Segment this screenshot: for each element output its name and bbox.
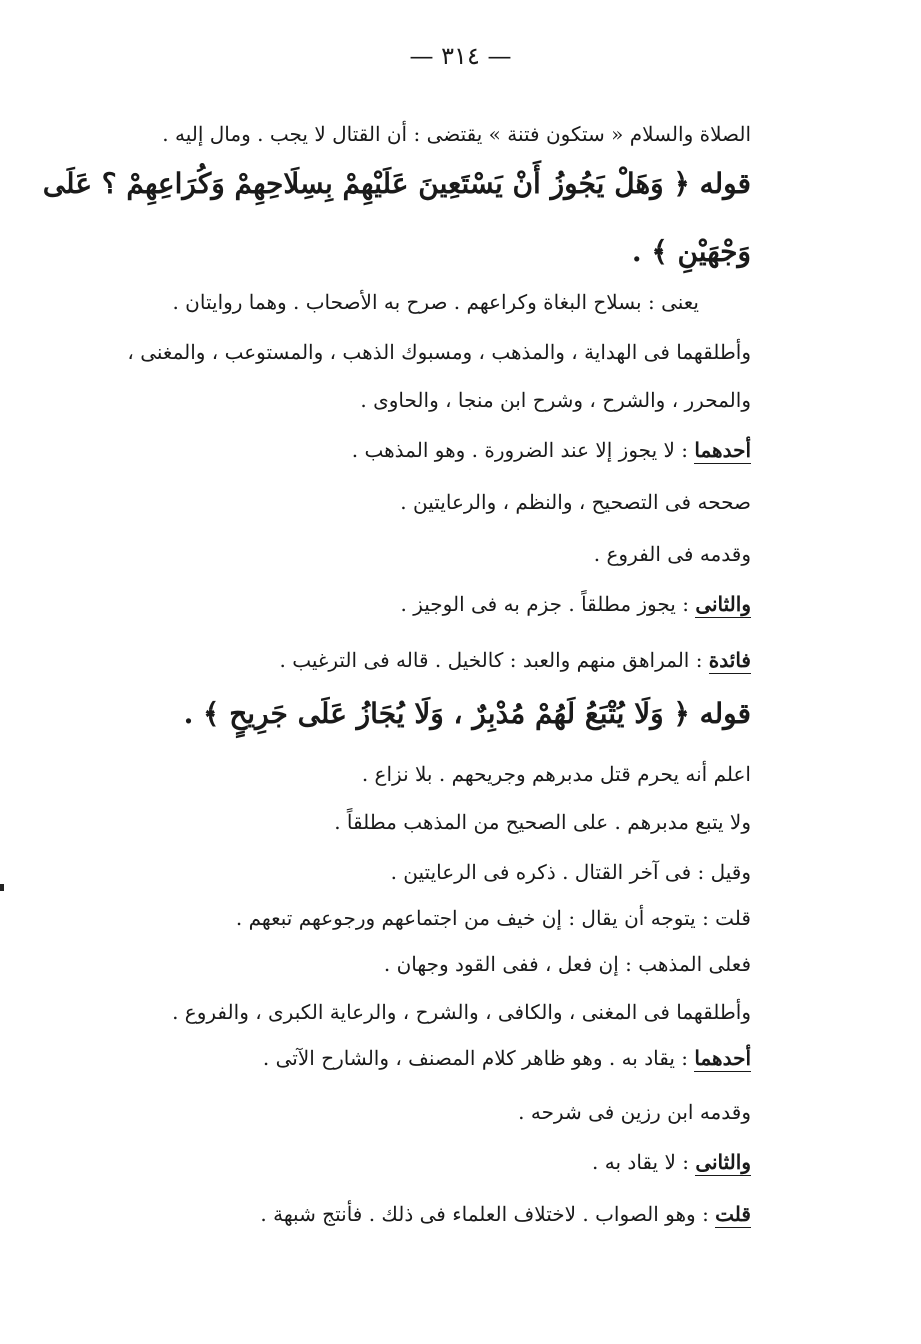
- text-line: [260, 1198, 751, 1230]
- term-label: فائدة: [708, 648, 751, 672]
- scan-speck: [0, 884, 4, 891]
- line-text: : يقاد به . وهو ظاهر كلام المصنف ، والشارح الآتى .: [262, 1046, 695, 1070]
- quran-heading-line: [184, 690, 751, 738]
- text-line: [352, 434, 751, 466]
- line-text: صححه فى التصحيح ، والنظم ، والرعايتين .: [400, 490, 751, 514]
- text-line: [236, 902, 751, 934]
- line-text: يعنى : بسلاح البغاة وكراعهم . صرح به الأصحاب . وهما روايتان .: [172, 290, 699, 314]
- page-number: — ٣١٤ —: [409, 42, 512, 70]
- line-text: اعلم أنه يحرم قتل مدبرهم وجريحهم . بلا نزاع .: [361, 762, 751, 786]
- line-text: : لا يجوز إلا عند الضرورة . وهو المذهب .: [351, 438, 695, 462]
- line-text: : يجوز مطلقاً . جزم به فى الوجيز .: [400, 592, 696, 616]
- quran-text: ﴿ وَهَلْ يَجُوزُ أَنْ يَسْتَعِينَ عَلَيْهِمْ بِسِلَاحِهِمْ وَكُرَاعِهِمْ ؟ عَلَى: [42, 167, 690, 200]
- quran-continuation-line: [632, 228, 751, 276]
- term-label: قلت: [715, 1202, 751, 1226]
- line-text: : وهو الصواب . لاختلاف العلماء فى ذلك . فأنتج شبهة .: [260, 1202, 716, 1226]
- text-line: [172, 286, 699, 318]
- line-text: والمحرر ، والشرح ، وشرح ابن منجا ، والحاوى .: [360, 388, 751, 412]
- text-line: [384, 948, 751, 980]
- line-text: : لا يقاد به .: [592, 1150, 696, 1174]
- text-line: [362, 758, 751, 790]
- term-label: والثانى: [695, 592, 751, 616]
- line-text: قلت : يتوجه أن يقال : إن خيف من اجتماعهم ورجوعهم تبعهم .: [235, 906, 751, 930]
- line-text: : المراهق منهم والعبد : كالخيل . قاله فى الترغيب .: [279, 648, 709, 672]
- text-line: [360, 384, 751, 416]
- text-line: [334, 806, 751, 838]
- line-text: وقيل : فى آخر القتال . ذكره فى الرعايتين .: [390, 860, 751, 884]
- quran-heading-line: [43, 160, 751, 208]
- term-label: أحدهما: [694, 438, 751, 462]
- term-label: أحدهما: [694, 1046, 751, 1070]
- term-label: والثانى: [695, 1150, 751, 1174]
- text-line: [400, 486, 751, 518]
- line-text: الصلاة والسلام « ستكون فتنة » يقتضى : أن القتال لا يجب . ومال إليه .: [162, 122, 751, 146]
- heading-lead: قوله: [699, 167, 751, 200]
- text-line: [518, 1096, 751, 1128]
- text-line: [172, 996, 751, 1028]
- text-line: [401, 588, 752, 620]
- text-line: [594, 538, 751, 570]
- text-line: [280, 644, 751, 676]
- text-line: [592, 1146, 751, 1178]
- line-text: وأطلقهما فى المغنى ، والكافى ، والشرح ، والرعاية الكبرى ، والفروع .: [172, 1000, 751, 1024]
- quran-text: وَجْهَيْنِ ﴾ .: [631, 235, 751, 268]
- line-text: وقدمه ابن رزين فى شرحه .: [518, 1100, 751, 1124]
- line-text: وأطلقهما فى الهداية ، والمذهب ، ومسبوك الذهب ، والمستوعب ، والمغنى ،: [127, 340, 751, 364]
- heading-lead: قوله: [699, 697, 751, 730]
- quran-text: ﴿ وَلَا يُتْبَعُ لَهُمْ مُدْبِرٌ ، وَلَا يُجَازُ عَلَى جَرِيحٍ ﴾ .: [183, 697, 690, 730]
- text-line: [127, 336, 751, 368]
- line-text: ولا يتبع مدبرهم . على الصحيح من المذهب مطلقاً .: [334, 810, 751, 834]
- line-text: وقدمه فى الفروع .: [593, 542, 751, 566]
- line-text: فعلى المذهب : إن فعل ، ففى القود وجهان .: [383, 952, 751, 976]
- text-line: [263, 1042, 751, 1074]
- text-line: [162, 118, 751, 150]
- text-line: [391, 856, 751, 888]
